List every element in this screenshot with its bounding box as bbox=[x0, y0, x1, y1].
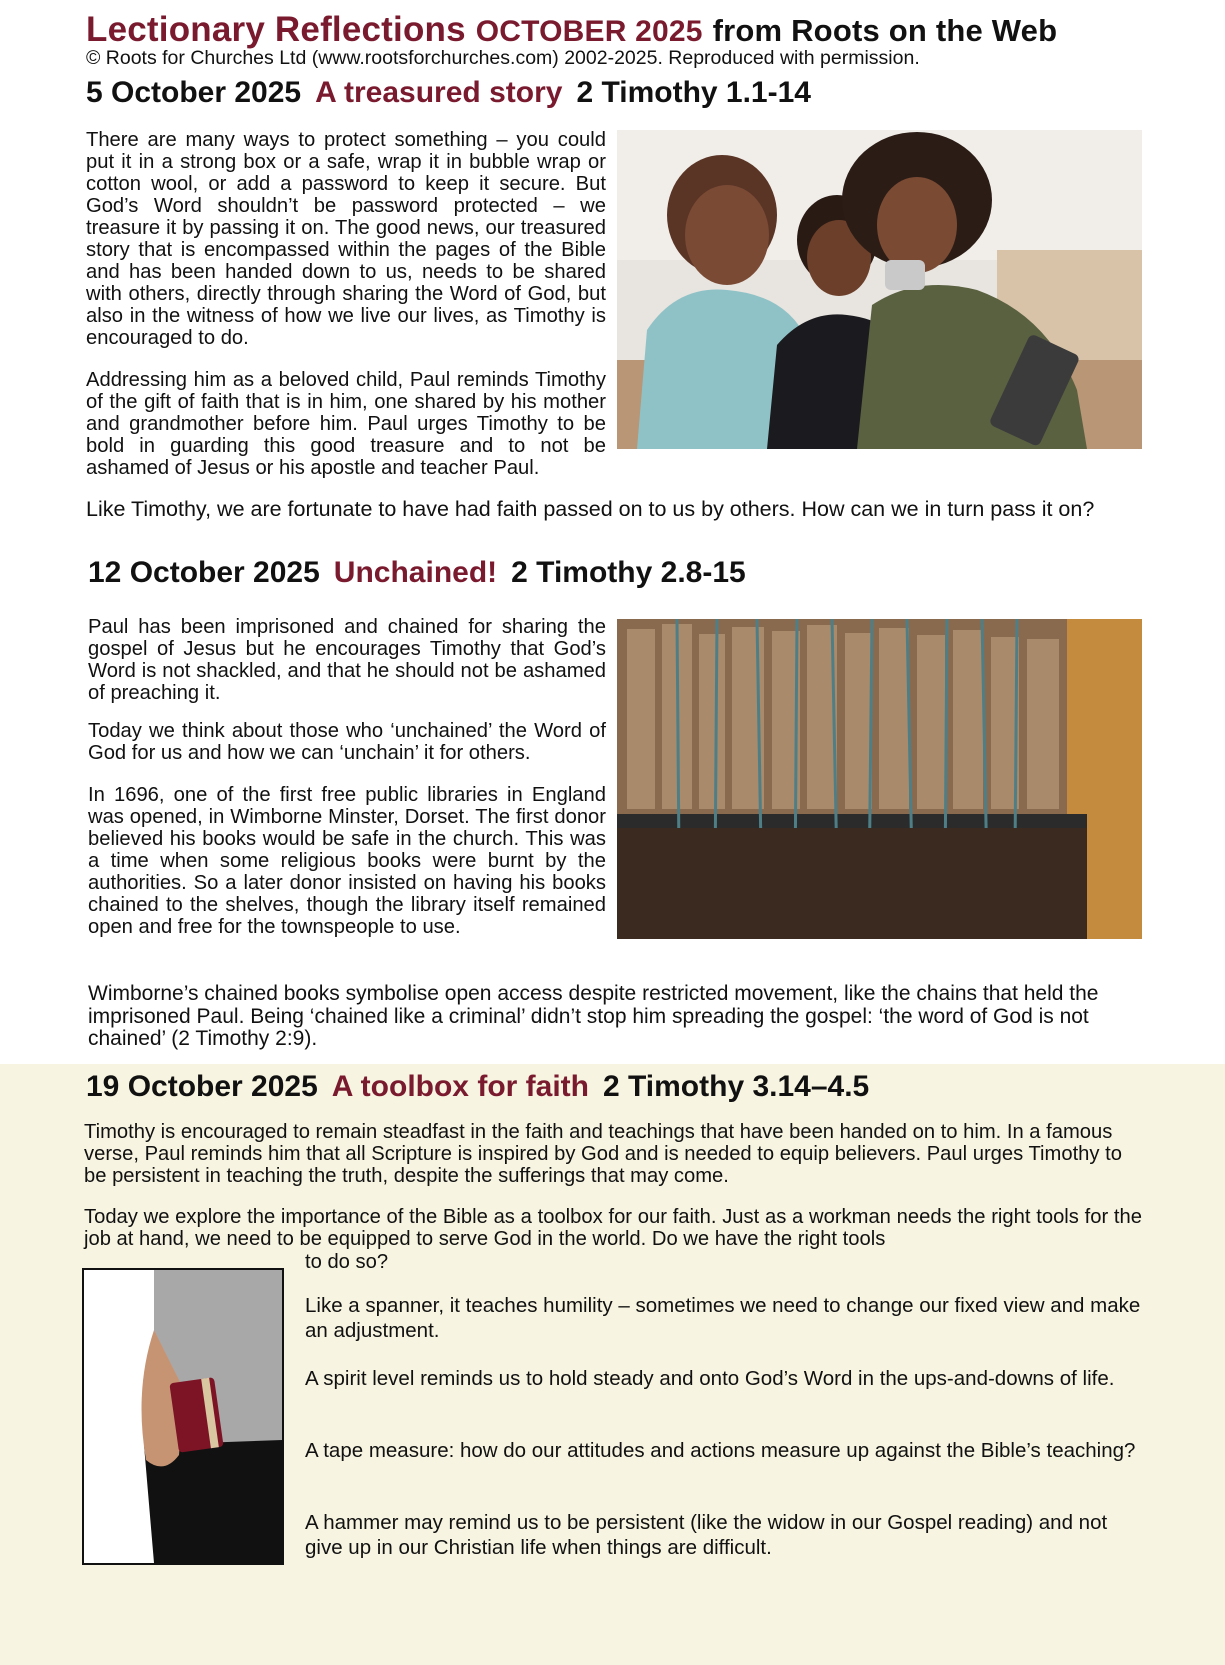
copyright-notice: © Roots for Churches Ltd (www.rootsforchurches.com) 2002-2025. Reproduced with permission. bbox=[86, 47, 920, 69]
section-3-heading bbox=[86, 1070, 869, 1104]
section-2-paragraph-3: In 1696, one of the first free public libraries in England was opened, in Wimborne Minster, Dorset. The first donor believed his books would be safe in the church. This was a time when some religious books were burnt by the authorities. So a later donor insisted on having his books chained to the shelves, though the library itself remained open and free for the townspeople to use. bbox=[88, 784, 606, 938]
section-2-paragraph-1: Paul has been imprisoned and chained for sharing the gospel of Jesus but he encourages Timothy that God’s Word is not shackled, and that he should not be ashamed of preaching it. bbox=[88, 616, 606, 704]
title-month: OCTOBER 2025 bbox=[475, 15, 703, 48]
section-1-date: 5 October 2025 bbox=[86, 76, 302, 109]
section-3-theme: A toolbox for faith bbox=[331, 1070, 589, 1103]
section-2-paragraph-4: Wimborne’s chained books symbolise open access despite restricted movement, like the chains that held the imprisoned Paul. Being ‘chained like a criminal’ didn’t stop him spreading the gospel: ‘the word of God is not chained’ (2 Timothy 2:9). bbox=[88, 982, 1099, 1050]
section-3-paragraph-5: A tape measure: how do our attitudes and actions measure up against the Bible’s teaching? bbox=[305, 1439, 1136, 1462]
section-3-paragraph-2-end: to do so? bbox=[305, 1251, 389, 1273]
bible-pocket-photo bbox=[82, 1268, 284, 1565]
section-1-paragraph-2-start bbox=[86, 369, 606, 479]
section-1-paragraph-3: Like Timothy, we are fortunate to have had faith passed on to us by others. How can we in turn pass it on? bbox=[86, 497, 1095, 521]
section-2-reading: 2 Timothy 2.8-15 bbox=[511, 556, 746, 589]
section-3-paragraph-4: A spirit level reminds us to hold steady and onto God’s Word in the ups-and-downs of life. bbox=[305, 1367, 1115, 1390]
section-3-reading: 2 Timothy 3.14–4.5 bbox=[602, 1070, 870, 1103]
section-2-heading bbox=[88, 556, 746, 590]
title-source: from Roots on the Web bbox=[712, 13, 1058, 48]
section-3-paragraph-3: Like a spanner, it teaches humility – sometimes we need to change our fixed view and make an adjustment. bbox=[305, 1294, 1141, 1342]
page-title bbox=[86, 10, 1057, 50]
section-3-date: 19 October 2025 bbox=[86, 1070, 318, 1103]
section-1-heading bbox=[86, 76, 811, 110]
section-1-paragraph-2: Addressing him as a beloved child, Paul reminds Timothy of the gift of faith that is in him, one shared by his mother and grandmother before him. Paul urges Timothy to be bold in guarding this good treasure and to not be ashamed of Jesus or his apostle and teacher Paul. bbox=[86, 369, 606, 479]
section-1-reading: 2 Timothy 1.1-14 bbox=[576, 76, 811, 109]
section-3-paragraph-2: Today we explore the importance of the Bible as a toolbox for our faith. Just as a workman needs the right tools for the job at hand, we need to be equipped to serve God in the world. Do we have the right tools bbox=[84, 1206, 1142, 1250]
section-3-paragraph-1: Timothy is encouraged to remain steadfast in the faith and teachings that have been handed on to him. In a famous verse, Paul reminds him that all Scripture is inspired by God and is needed to equip believers. Paul urges Timothy to be persistent in teaching the truth, despite the sufferings that may come. bbox=[84, 1121, 1122, 1187]
title-main: Lectionary Reflections bbox=[86, 10, 466, 49]
family-photo bbox=[617, 130, 1142, 449]
section-3-paragraph-6: A hammer may remind us to be persistent (like the widow in our Gospel reading) and not give up in our Christian life when things are difficult. bbox=[305, 1511, 1108, 1559]
section-1-paragraph-1: There are many ways to protect something – you could put it in a strong box or a safe, wrap it in bubble wrap or cotton wool, or add a password to keep it secure. But God’s Word shouldn’t be password protected – we treasure it by passing it on. The good news, our treasured story that is encompassed within the pages of the Bible and has been handed down to us, needs to be shared with others, directly through sharing the Word of God, but also in the witness of how we live our lives, as Timothy is encouraged to do. bbox=[86, 129, 606, 349]
section-2-paragraph-2: Today we think about those who ‘unchained’ the Word of God for us and how we can ‘unchain’ it for others. bbox=[88, 720, 606, 764]
section-1-theme: A treasured story bbox=[315, 76, 563, 109]
section-2-date: 12 October 2025 bbox=[88, 556, 320, 589]
section-2-theme: Unchained! bbox=[333, 556, 498, 589]
chained-library-photo bbox=[617, 619, 1142, 939]
